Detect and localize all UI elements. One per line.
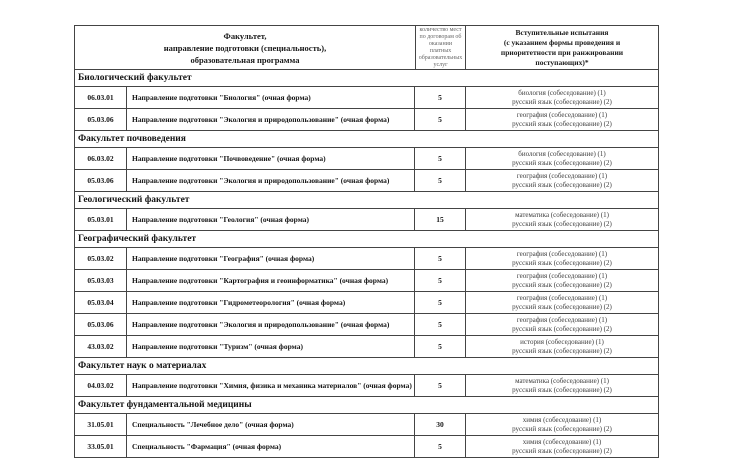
faculty-section-header: Биологический факультет: [75, 69, 658, 86]
entrance-exam-line: математика (собеседование) (1): [515, 211, 609, 219]
paid-places-count: 5: [415, 436, 466, 457]
faculty-section-header: Факультет фундаментальной медицины: [75, 396, 658, 413]
entrance-exam-line: химия (собеседование) (1): [522, 416, 602, 424]
program-row: [75, 413, 658, 435]
header-line: поступающих)*: [535, 58, 589, 67]
table-body: [75, 69, 658, 457]
header-line: услуг: [433, 62, 448, 68]
program-row: [75, 247, 658, 269]
paid-places-count: 5: [415, 109, 466, 130]
entrance-exam-line: география (собеседование) (1): [516, 316, 608, 324]
header-places-column: [415, 26, 466, 70]
program-row: [75, 435, 658, 457]
program-row: [75, 313, 658, 335]
paid-places-count: 5: [415, 375, 466, 396]
entrance-exam-line: география (собеседование) (1): [516, 111, 608, 119]
header-line: по договорам об: [419, 34, 462, 40]
program-name: Направление подготовки "Экология и природопользование" (очная форма): [127, 170, 415, 191]
paid-places-count: 5: [415, 270, 466, 291]
entrance-exam-line: биология (собеседование) (1): [518, 150, 606, 158]
paid-places-count: 5: [415, 292, 466, 313]
entrance-exams: [466, 248, 658, 269]
program-name: Направление подготовки "География" (очная форма): [127, 248, 415, 269]
entrance-exam-line: русский язык (собеседование) (2): [512, 280, 612, 289]
program-row: [75, 374, 658, 396]
program-name: Направление подготовки "Геология" (очная форма): [127, 209, 415, 230]
program-code: 05.03.06: [75, 314, 127, 335]
entrance-exam-line: русский язык (собеседование) (2): [512, 324, 612, 333]
faculty-section-header: Географический факультет: [75, 230, 658, 247]
paid-places-count: 5: [415, 314, 466, 335]
header-line: количество мест: [419, 27, 462, 33]
paid-places-count: 5: [415, 87, 466, 108]
table-header-row: [75, 26, 658, 69]
entrance-exams: [466, 436, 658, 457]
program-code: 33.05.01: [75, 436, 127, 457]
program-row: [75, 335, 658, 357]
program-row: [75, 208, 658, 230]
paid-places-count: 5: [415, 248, 466, 269]
program-code: 06.03.01: [75, 87, 127, 108]
admissions-document-table: [74, 25, 659, 458]
paid-places-count: 15: [415, 209, 466, 230]
program-code: 05.03.03: [75, 270, 127, 291]
entrance-exams: [466, 170, 658, 191]
program-code: 04.03.02: [75, 375, 127, 396]
entrance-exam-line: русский язык (собеседование) (2): [512, 119, 612, 128]
entrance-exams: [466, 414, 658, 435]
header-line: направление подготовки (специальность),: [163, 43, 327, 53]
program-code: 05.03.06: [75, 170, 127, 191]
program-row: [75, 108, 658, 130]
entrance-exam-line: химия (собеседование) (1): [522, 438, 602, 446]
program-name: Направление подготовки "Химия, физика и механика материалов" (очная форма): [127, 375, 415, 396]
program-name: Направление подготовки "Биология" (очная форма): [127, 87, 415, 108]
entrance-exam-line: биология (собеседование) (1): [518, 89, 606, 97]
program-name: Специальность "Лечебное дело" (очная форма): [127, 414, 415, 435]
entrance-exams: [466, 209, 658, 230]
entrance-exams: [466, 336, 658, 357]
entrance-exam-line: русский язык (собеседование) (2): [512, 158, 612, 167]
paid-places-count: 30: [415, 414, 466, 435]
entrance-exam-line: математика (собеседование) (1): [515, 377, 609, 385]
entrance-exams: [466, 292, 658, 313]
header-line: (с указанием формы проведения и: [503, 38, 621, 47]
paid-places-count: 5: [415, 170, 466, 191]
program-name: Направление подготовки "Экология и природопользование" (очная форма): [127, 314, 415, 335]
paid-places-count: 5: [415, 148, 466, 169]
entrance-exams: [466, 87, 658, 108]
entrance-exams: [466, 270, 658, 291]
program-name: Специальность "Фармация" (очная форма): [127, 436, 415, 457]
entrance-exams: [466, 148, 658, 169]
entrance-exams: [466, 314, 658, 335]
program-code: 05.03.01: [75, 209, 127, 230]
entrance-exam-line: география (собеседование) (1): [516, 272, 608, 280]
program-name: Направление подготовки "Картография и геоинформатика" (очная форма): [127, 270, 415, 291]
entrance-exam-line: русский язык (собеседование) (2): [512, 97, 612, 106]
entrance-exam-line: русский язык (собеседование) (2): [512, 385, 612, 394]
program-name: Направление подготовки "Почвоведение" (очная форма): [127, 148, 415, 169]
paid-places-count: 5: [415, 336, 466, 357]
program-row: [75, 147, 658, 169]
program-row: [75, 86, 658, 108]
faculty-section-header: Факультет наук о материалах: [75, 357, 658, 374]
program-code: 05.03.02: [75, 248, 127, 269]
faculty-section-header: Геологический факультет: [75, 191, 658, 208]
entrance-exam-line: русский язык (собеседование) (2): [512, 302, 612, 311]
program-row: [75, 269, 658, 291]
entrance-exams: [466, 109, 658, 130]
program-code: 05.03.06: [75, 109, 127, 130]
program-code: 43.03.02: [75, 336, 127, 357]
entrance-exam-line: русский язык (собеседование) (2): [512, 424, 612, 433]
header-exams-column: [466, 26, 658, 70]
entrance-exam-line: география (собеседование) (1): [516, 172, 608, 180]
entrance-exam-line: русский язык (собеседование) (2): [512, 180, 612, 189]
header-line: образовательных: [418, 55, 463, 61]
entrance-exam-line: русский язык (собеседование) (2): [512, 346, 612, 355]
entrance-exam-line: русский язык (собеседование) (2): [512, 258, 612, 267]
entrance-exam-line: география (собеседование) (1): [516, 250, 608, 258]
program-code: 31.05.01: [75, 414, 127, 435]
program-code: 05.03.04: [75, 292, 127, 313]
header-line: Факультет,: [223, 31, 267, 41]
program-name: Направление подготовки "Гидрометеорология" (очная форма): [127, 292, 415, 313]
program-row: [75, 169, 658, 191]
header-line: образовательная программа: [190, 55, 300, 65]
entrance-exam-line: история (собеседование) (1): [520, 338, 604, 346]
program-name: Направление подготовки "Экология и природопользование" (очная форма): [127, 109, 415, 130]
program-name: Направление подготовки "Туризм" (очная форма): [127, 336, 415, 357]
program-row: [75, 291, 658, 313]
header-line: приоритетности при ранжировании: [500, 48, 624, 57]
faculty-section-header: Факультет почвоведения: [75, 130, 658, 147]
entrance-exam-line: русский язык (собеседование) (2): [512, 446, 612, 455]
entrance-exam-line: русский язык (собеседование) (2): [512, 219, 612, 228]
header-program-column: [75, 26, 415, 70]
program-code: 06.03.02: [75, 148, 127, 169]
entrance-exam-line: география (собеседование) (1): [516, 294, 608, 302]
entrance-exams: [466, 375, 658, 396]
header-line: Вступительные испытания: [515, 28, 609, 37]
header-line: оказании платных: [428, 41, 453, 54]
